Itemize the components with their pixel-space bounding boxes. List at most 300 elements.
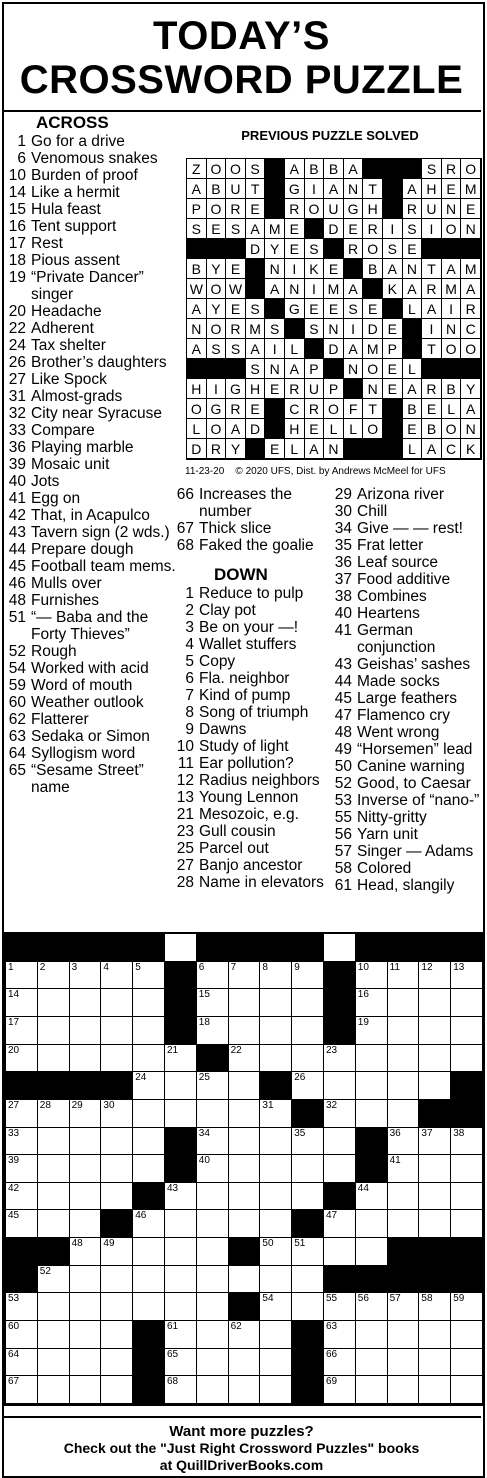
down-clue[interactable]: [330, 588, 486, 605]
grid-cell[interactable]: [197, 1128, 229, 1156]
grid-cell[interactable]: [38, 1155, 70, 1183]
grid-cell[interactable]: [324, 1376, 356, 1404]
grid-cell[interactable]: [133, 1238, 165, 1266]
down-clue[interactable]: [330, 486, 486, 503]
grid-cell[interactable]: [133, 1045, 165, 1073]
grid-cell[interactable]: [70, 1100, 102, 1128]
grid-cell[interactable]: [133, 1100, 165, 1128]
grid-cell[interactable]: [197, 1321, 229, 1349]
across-clue[interactable]: [4, 694, 182, 711]
grid-cell[interactable]: [356, 989, 388, 1017]
grid-cell[interactable]: [324, 1072, 356, 1100]
grid-cell[interactable]: [197, 1210, 229, 1238]
clue-text: Like Spock: [31, 371, 107, 388]
grid-cell[interactable]: [229, 1155, 261, 1183]
grid-cell[interactable]: [197, 1155, 229, 1183]
grid-cell[interactable]: [451, 1155, 483, 1183]
across-clue[interactable]: [4, 473, 182, 490]
grid-cell[interactable]: [451, 1293, 483, 1321]
down-clue[interactable]: [330, 877, 486, 894]
down-clue[interactable]: [172, 653, 332, 670]
down-clue[interactable]: [330, 503, 486, 520]
grid-cell[interactable]: [356, 1210, 388, 1238]
grid-cell[interactable]: [292, 1017, 324, 1045]
grid-cell[interactable]: [419, 1045, 451, 1073]
down-clue[interactable]: [330, 673, 486, 690]
grid-cell[interactable]: [165, 1045, 197, 1073]
grid-cell[interactable]: [451, 1183, 483, 1211]
solution-letter: G: [285, 299, 305, 319]
grid-cell[interactable]: [197, 1100, 229, 1128]
grid-cell[interactable]: [324, 1238, 356, 1266]
grid-cell[interactable]: [260, 1349, 292, 1377]
down-clue[interactable]: [330, 554, 486, 571]
grid-cell[interactable]: [197, 1376, 229, 1404]
grid-cell[interactable]: [133, 1017, 165, 1045]
down-clue[interactable]: [172, 789, 332, 806]
down-clue[interactable]: [172, 619, 332, 636]
grid-cell[interactable]: [419, 1210, 451, 1238]
grid-cell[interactable]: [260, 1155, 292, 1183]
grid-cell[interactable]: [419, 1155, 451, 1183]
down-clue[interactable]: [172, 874, 332, 891]
grid-cell[interactable]: [419, 989, 451, 1017]
solution-letter: H: [246, 379, 266, 399]
grid-cell[interactable]: [419, 1376, 451, 1404]
grid-cell[interactable]: [292, 1155, 324, 1183]
across-clue[interactable]: [4, 354, 182, 371]
grid-cell[interactable]: [38, 1349, 70, 1377]
across-clue[interactable]: [4, 405, 182, 422]
grid-cell[interactable]: [165, 934, 197, 962]
down-clue[interactable]: [330, 758, 486, 775]
grid-cell[interactable]: [101, 1349, 133, 1377]
grid-cell[interactable]: [165, 1210, 197, 1238]
grid-cell[interactable]: [165, 1100, 197, 1128]
down-clue[interactable]: [172, 636, 332, 653]
grid-cell[interactable]: [229, 1266, 261, 1294]
solution-black-square: [383, 399, 403, 419]
grid-cell[interactable]: [451, 989, 483, 1017]
grid-cell[interactable]: [451, 1321, 483, 1349]
grid-cell[interactable]: [356, 1321, 388, 1349]
across-clue[interactable]: [4, 269, 182, 303]
grid-cell[interactable]: [101, 1128, 133, 1156]
grid-cell[interactable]: [451, 1017, 483, 1045]
down-clue[interactable]: [330, 690, 486, 707]
grid-cell[interactable]: [260, 1293, 292, 1321]
grid-cell[interactable]: [38, 1183, 70, 1211]
grid-cell[interactable]: [292, 1266, 324, 1294]
grid-cell[interactable]: [451, 962, 483, 990]
grid-cell[interactable]: [324, 1321, 356, 1349]
across-clue[interactable]: [4, 337, 182, 354]
down-clue[interactable]: [330, 707, 486, 724]
down-clue[interactable]: [330, 724, 486, 741]
grid-cell[interactable]: [70, 1376, 102, 1404]
grid-cell[interactable]: [6, 989, 38, 1017]
grid-cell[interactable]: [451, 1128, 483, 1156]
grid-cell[interactable]: [70, 1238, 102, 1266]
across-clue[interactable]: [4, 643, 182, 660]
grid-cell[interactable]: [388, 962, 420, 990]
across-clue[interactable]: [4, 252, 182, 269]
grid-cell[interactable]: [6, 1017, 38, 1045]
down-clue[interactable]: [172, 704, 332, 721]
grid-cell[interactable]: [419, 1293, 451, 1321]
grid-cell[interactable]: [165, 1349, 197, 1377]
grid-cell[interactable]: [419, 1183, 451, 1211]
down-clue[interactable]: [330, 537, 486, 554]
grid-cell[interactable]: [260, 1238, 292, 1266]
grid-cell[interactable]: [229, 1072, 261, 1100]
grid-cell[interactable]: [388, 1183, 420, 1211]
grid-cell[interactable]: [70, 962, 102, 990]
grid-cell[interactable]: [229, 1045, 261, 1073]
grid-cell[interactable]: [133, 1072, 165, 1100]
grid-cell[interactable]: [260, 1376, 292, 1404]
grid-cell[interactable]: [38, 962, 70, 990]
down-clue[interactable]: [330, 741, 486, 758]
grid-cell[interactable]: [356, 1183, 388, 1211]
grid-cell[interactable]: [356, 1045, 388, 1073]
grid-cell[interactable]: [38, 1128, 70, 1156]
solution-letter: S: [305, 239, 325, 259]
solution-letter: E: [403, 419, 423, 439]
grid-cell[interactable]: [70, 1128, 102, 1156]
down-clue[interactable]: [172, 840, 332, 857]
grid-cell[interactable]: [356, 1349, 388, 1377]
grid-cell[interactable]: [324, 1045, 356, 1073]
across-clue[interactable]: [172, 537, 332, 554]
clue-text: Prepare dough: [31, 541, 134, 558]
grid-cell[interactable]: [101, 1183, 133, 1211]
grid-cell[interactable]: [388, 1017, 420, 1045]
across-clue[interactable]: [4, 711, 182, 728]
grid-cell[interactable]: [101, 1238, 133, 1266]
grid-cell[interactable]: [356, 1376, 388, 1404]
grid-cell[interactable]: [197, 962, 229, 990]
grid-cell[interactable]: [419, 962, 451, 990]
solution-letter: A: [383, 259, 403, 279]
grid-cell[interactable]: [388, 1100, 420, 1128]
grid-cell[interactable]: [292, 1183, 324, 1211]
down-clue[interactable]: [172, 755, 332, 772]
grid-cell[interactable]: [38, 989, 70, 1017]
grid-cell[interactable]: [229, 1100, 261, 1128]
grid-cell[interactable]: [101, 1266, 133, 1294]
grid-cell[interactable]: [165, 1238, 197, 1266]
grid-cell[interactable]: [388, 1128, 420, 1156]
grid-cell[interactable]: [260, 1210, 292, 1238]
across-clue[interactable]: [4, 150, 182, 167]
grid-cell[interactable]: [133, 962, 165, 990]
across-clue[interactable]: [4, 728, 182, 745]
down-clue[interactable]: [330, 843, 486, 860]
grid-cell[interactable]: [229, 1128, 261, 1156]
grid-cell[interactable]: [38, 1017, 70, 1045]
across-clue[interactable]: [4, 320, 182, 337]
down-clue[interactable]: [330, 809, 486, 826]
across-clue[interactable]: [172, 520, 332, 537]
down-clue[interactable]: [330, 775, 486, 792]
down-clue[interactable]: [172, 670, 332, 687]
down-clue[interactable]: [172, 772, 332, 789]
grid-cell[interactable]: [229, 1210, 261, 1238]
grid-cell[interactable]: [419, 1017, 451, 1045]
down-clue[interactable]: [172, 721, 332, 738]
grid-cell[interactable]: [229, 1376, 261, 1404]
grid-cell[interactable]: [70, 1349, 102, 1377]
solution-black-square: [265, 159, 285, 179]
down-clue[interactable]: [330, 571, 486, 588]
grid-cell[interactable]: [197, 1349, 229, 1377]
solution-letter: E: [285, 219, 305, 239]
grid-cell[interactable]: [388, 1376, 420, 1404]
grid-cell[interactable]: [451, 1349, 483, 1377]
down-clue[interactable]: [172, 823, 332, 840]
across-clue[interactable]: [4, 456, 182, 473]
grid-cell[interactable]: [419, 1128, 451, 1156]
grid-cell[interactable]: [6, 1100, 38, 1128]
grid-cell[interactable]: [101, 1155, 133, 1183]
grid-cell[interactable]: [388, 1349, 420, 1377]
grid-cell[interactable]: [6, 1293, 38, 1321]
grid-cell[interactable]: [324, 1210, 356, 1238]
grid-cell[interactable]: [197, 1017, 229, 1045]
grid-cell[interactable]: [324, 1155, 356, 1183]
crossword-grid[interactable]: [4, 932, 485, 1406]
down-clue[interactable]: [172, 602, 332, 619]
across-clue[interactable]: [4, 592, 182, 609]
grid-cell[interactable]: [292, 962, 324, 990]
solution-letter: O: [324, 399, 344, 419]
grid-cell[interactable]: [101, 989, 133, 1017]
down-clue[interactable]: [330, 826, 486, 843]
clue-text: Rest: [31, 235, 63, 252]
grid-cell[interactable]: [356, 1017, 388, 1045]
clue-text: Large feathers: [357, 690, 457, 707]
across-clue[interactable]: [4, 218, 182, 235]
down-clue[interactable]: [330, 622, 486, 656]
grid-cell[interactable]: [70, 989, 102, 1017]
grid-cell[interactable]: [6, 1321, 38, 1349]
across-clue[interactable]: [4, 558, 182, 575]
grid-cell[interactable]: [38, 1100, 70, 1128]
down-clue[interactable]: [330, 605, 486, 622]
grid-cell[interactable]: [101, 1321, 133, 1349]
grid-cell[interactable]: [165, 1293, 197, 1321]
grid-cell[interactable]: [419, 1349, 451, 1377]
grid-cell[interactable]: [70, 1017, 102, 1045]
grid-cell[interactable]: [133, 1266, 165, 1294]
grid-cell[interactable]: [38, 1045, 70, 1073]
grid-cell[interactable]: [197, 1238, 229, 1266]
grid-cell[interactable]: [6, 962, 38, 990]
grid-cell[interactable]: [324, 1128, 356, 1156]
grid-cell[interactable]: [133, 1128, 165, 1156]
grid-cell[interactable]: [356, 1100, 388, 1128]
grid-cell[interactable]: [324, 1349, 356, 1377]
grid-cell[interactable]: [6, 1183, 38, 1211]
grid-cell[interactable]: [388, 1045, 420, 1073]
grid-cell[interactable]: [356, 1293, 388, 1321]
grid-cell[interactable]: [229, 1183, 261, 1211]
grid-cell[interactable]: [101, 1100, 133, 1128]
down-clue[interactable]: [330, 860, 486, 877]
grid-cell[interactable]: [324, 1100, 356, 1128]
grid-cell[interactable]: [324, 1293, 356, 1321]
grid-cell[interactable]: [70, 1210, 102, 1238]
across-clue[interactable]: [4, 422, 182, 439]
grid-cell[interactable]: [133, 1155, 165, 1183]
across-clue[interactable]: [4, 235, 182, 252]
grid-cell[interactable]: [133, 989, 165, 1017]
across-clue[interactable]: [4, 388, 182, 405]
grid-cell[interactable]: [165, 1183, 197, 1211]
across-clue[interactable]: [4, 439, 182, 456]
down-clue[interactable]: [172, 585, 332, 602]
grid-cell[interactable]: [6, 1128, 38, 1156]
across-clue[interactable]: [4, 541, 182, 558]
across-clue[interactable]: [172, 486, 332, 520]
grid-cell[interactable]: [419, 1321, 451, 1349]
grid-cell[interactable]: [38, 1266, 70, 1294]
grid-cell[interactable]: [260, 1266, 292, 1294]
grid-cell[interactable]: [197, 1293, 229, 1321]
down-clue[interactable]: [330, 792, 486, 809]
grid-cell[interactable]: [70, 1183, 102, 1211]
grid-cell[interactable]: [38, 1321, 70, 1349]
grid-cell[interactable]: [70, 1155, 102, 1183]
grid-cell[interactable]: [356, 1238, 388, 1266]
across-clue[interactable]: [4, 371, 182, 388]
grid-cell[interactable]: [260, 1321, 292, 1349]
grid-cell[interactable]: [229, 1349, 261, 1377]
down-clue[interactable]: [330, 520, 486, 537]
across-clue[interactable]: [4, 167, 182, 184]
across-clue[interactable]: [4, 745, 182, 762]
grid-cell[interactable]: [70, 1266, 102, 1294]
grid-cell[interactable]: [229, 989, 261, 1017]
grid-cell[interactable]: [229, 1321, 261, 1349]
grid-cell[interactable]: [38, 1376, 70, 1404]
grid-cell[interactable]: [101, 962, 133, 990]
grid-cell[interactable]: [260, 989, 292, 1017]
grid-cell[interactable]: [197, 1072, 229, 1100]
grid-cell[interactable]: [70, 1293, 102, 1321]
grid-cell[interactable]: [165, 1376, 197, 1404]
grid-cell[interactable]: [260, 1183, 292, 1211]
grid-cell[interactable]: [260, 1017, 292, 1045]
down-clue[interactable]: [172, 687, 332, 704]
grid-cell[interactable]: [6, 1155, 38, 1183]
grid-cell[interactable]: [133, 1293, 165, 1321]
solution-black-square: [383, 439, 403, 459]
grid-cell[interactable]: [70, 1321, 102, 1349]
grid-cell[interactable]: [292, 1238, 324, 1266]
solution-letter: D: [324, 339, 344, 359]
across-clue[interactable]: [4, 660, 182, 677]
grid-cell[interactable]: [292, 1293, 324, 1321]
solution-letter: U: [305, 379, 325, 399]
grid-cell[interactable]: [260, 1128, 292, 1156]
down-clue[interactable]: [172, 806, 332, 823]
solution-letter: L: [403, 439, 423, 459]
grid-cell[interactable]: [388, 989, 420, 1017]
grid-cell[interactable]: [292, 1128, 324, 1156]
grid-cell[interactable]: [260, 1045, 292, 1073]
down-clue[interactable]: [172, 857, 332, 874]
grid-cell[interactable]: [165, 1266, 197, 1294]
grid-cell[interactable]: [292, 1072, 324, 1100]
grid-cell[interactable]: [260, 962, 292, 990]
across-clue[interactable]: [4, 490, 182, 507]
across-clue[interactable]: [4, 184, 182, 201]
grid-cell[interactable]: [165, 1072, 197, 1100]
grid-cell[interactable]: [197, 989, 229, 1017]
grid-cell[interactable]: [451, 1210, 483, 1238]
solution-black-square: [461, 359, 481, 379]
across-clue[interactable]: [4, 507, 182, 524]
clue-text: Football team mems.: [31, 558, 176, 575]
grid-cell[interactable]: [229, 962, 261, 990]
grid-cell[interactable]: [6, 1045, 38, 1073]
down-clue[interactable]: [330, 656, 486, 673]
grid-cell[interactable]: [133, 1210, 165, 1238]
grid-cell[interactable]: [292, 1045, 324, 1073]
across-clue[interactable]: [4, 133, 182, 150]
grid-cell[interactable]: [101, 1017, 133, 1045]
grid-cell[interactable]: [451, 1376, 483, 1404]
grid-cell[interactable]: [229, 1017, 261, 1045]
grid-cell[interactable]: [292, 989, 324, 1017]
down-clue[interactable]: [172, 738, 332, 755]
across-clue[interactable]: [4, 524, 182, 541]
grid-cell[interactable]: [388, 1072, 420, 1100]
grid-cell[interactable]: [70, 1045, 102, 1073]
across-clue[interactable]: [4, 201, 182, 218]
grid-cell[interactable]: [38, 1210, 70, 1238]
grid-cell[interactable]: [101, 1376, 133, 1404]
across-clue[interactable]: [4, 575, 182, 592]
grid-cell[interactable]: [356, 962, 388, 990]
grid-cell[interactable]: [6, 1349, 38, 1377]
across-clue[interactable]: [4, 609, 182, 643]
grid-cell[interactable]: [388, 1293, 420, 1321]
grid-cell[interactable]: [197, 1266, 229, 1294]
clue-number: 42: [8, 507, 26, 524]
grid-cell[interactable]: [419, 1072, 451, 1100]
grid-cell[interactable]: [388, 1155, 420, 1183]
grid-cell[interactable]: [260, 1100, 292, 1128]
grid-cell[interactable]: [356, 1072, 388, 1100]
grid-cell[interactable]: [38, 1293, 70, 1321]
across-clue[interactable]: [4, 677, 182, 694]
grid-cell[interactable]: [451, 1045, 483, 1073]
grid-cell[interactable]: [165, 1321, 197, 1349]
grid-cell[interactable]: [101, 1045, 133, 1073]
across-clue[interactable]: [4, 303, 182, 320]
grid-cell[interactable]: [197, 1183, 229, 1211]
across-clue[interactable]: [4, 762, 182, 796]
grid-cell[interactable]: [388, 1210, 420, 1238]
grid-cell[interactable]: [388, 1321, 420, 1349]
grid-cell[interactable]: [101, 1293, 133, 1321]
grid-cell[interactable]: [6, 1376, 38, 1404]
grid-cell[interactable]: [6, 1210, 38, 1238]
grid-cell[interactable]: [324, 934, 356, 962]
